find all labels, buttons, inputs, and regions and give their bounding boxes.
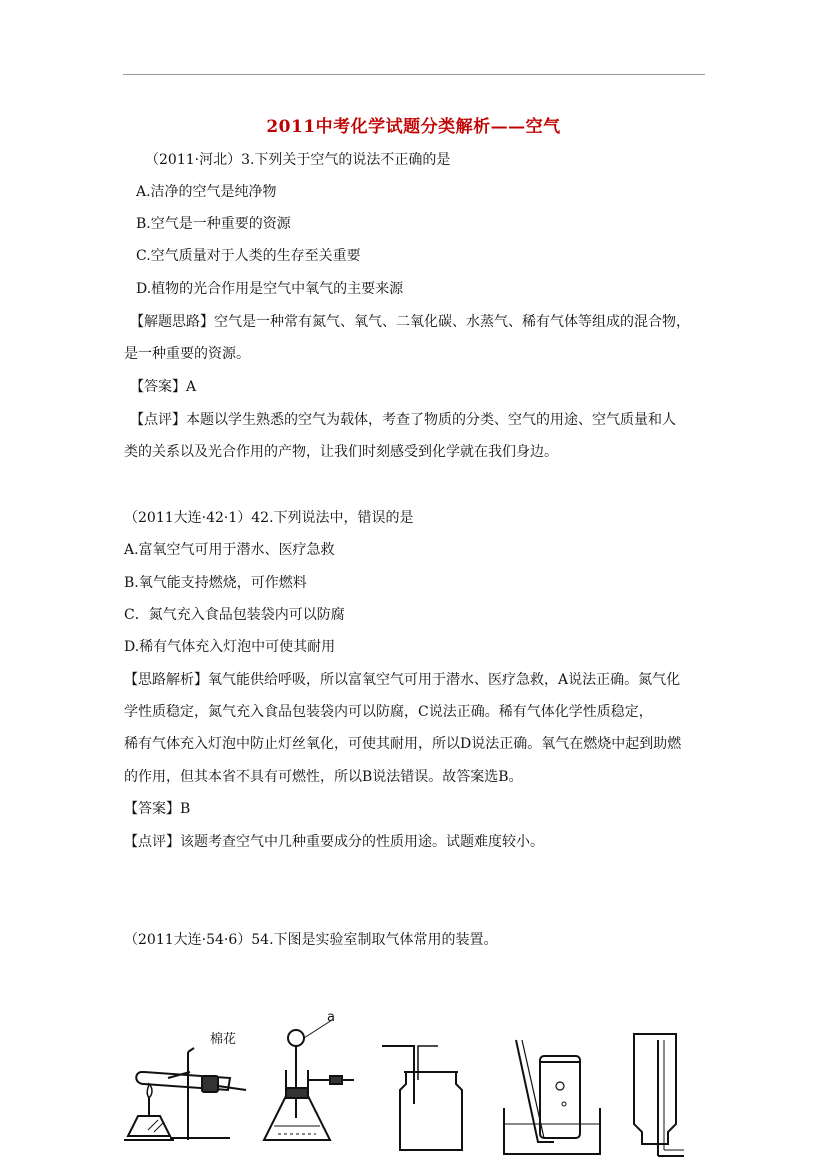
apparatus-figures — [118, 1000, 698, 1170]
q2-stem: （2011大连·42·1）42.下列说法中，错误的是 — [124, 510, 414, 526]
q1-option-d: D.植物的光合作用是空气中氧气的主要来源 — [136, 281, 404, 297]
q1-comment-line-1: 【点评】本题以学生熟悉的空气为载体，考查了物质的分类、空气的用途、空气质量和人 — [130, 412, 676, 428]
q2-option-a: A.富氧空气可用于潜水、医疗急救 — [124, 542, 335, 558]
label-a: a — [327, 1010, 335, 1025]
header-rule — [123, 74, 705, 75]
q1-analysis-line-2: 是一种重要的资源。 — [124, 346, 250, 362]
q1-option-b: B.空气是一种重要的资源 — [136, 216, 291, 232]
q1-answer: 【答案】A — [130, 379, 197, 395]
q2-analysis-line-2: 学性质稳定，氮气充入食品包装袋内可以防腐，C说法正确。稀有气体化学性质稳定， — [124, 704, 653, 720]
label-cotton: 棉花 — [210, 1032, 237, 1047]
q2-analysis-line-1: 【思路解析】氧气能供给呼吸，所以富氧空气可用于潜水、医疗急救，A说法正确。氮气化 — [124, 672, 681, 688]
page-title: 2011中考化学试题分类解析——空气 — [266, 117, 561, 137]
q1-comment-line-2: 类的关系以及光合作用的产物，让我们时刻感受到化学就在我们身边。 — [124, 444, 558, 460]
apparatus-c-gas-bottle — [382, 1046, 462, 1150]
apparatus-a-heating-tube — [124, 1048, 246, 1140]
q1-option-a: A.洁净的空气是纯净物 — [136, 184, 277, 200]
q1-option-c: C.空气质量对于人类的生存至关重要 — [136, 248, 361, 264]
q2-analysis-line-4: 的作用，但其本省不具有可燃性，所以B说法错误。故答案选B。 — [124, 769, 523, 785]
q1-stem: （2011·河北）3.下列关于空气的说法不正确的是 — [145, 152, 451, 168]
apparatus-b-flask-funnel — [264, 1020, 354, 1140]
q2-comment: 【点评】该题考查空气中几种重要成分的性质用途。试题难度较小。 — [124, 834, 544, 850]
q2-option-c: C．氮气充入食品包装袋内可以防腐 — [124, 607, 345, 623]
q1-analysis-line-1: 【解题思路】空气是一种常有氮气、氧气、二氧化碳、水蒸气、稀有气体等组成的混合物， — [130, 314, 690, 330]
q2-analysis-line-3: 稀有气体充入灯泡中防止灯丝氧化，可使其耐用，所以D说法正确。氧气在燃烧中起到助燃 — [124, 736, 682, 752]
apparatus-e-inverted-bottle — [634, 1034, 684, 1156]
q2-option-d: D.稀有气体充入灯泡中可使其耐用 — [124, 639, 336, 655]
q2-answer: 【答案】B — [124, 801, 191, 817]
q2-option-b: B.氧气能支持燃烧，可作燃料 — [124, 575, 307, 591]
q3-stem: （2011大连·54·6）54.下图是实验室制取气体常用的装置。 — [124, 932, 498, 948]
apparatus-d-water-trough — [504, 1040, 600, 1154]
